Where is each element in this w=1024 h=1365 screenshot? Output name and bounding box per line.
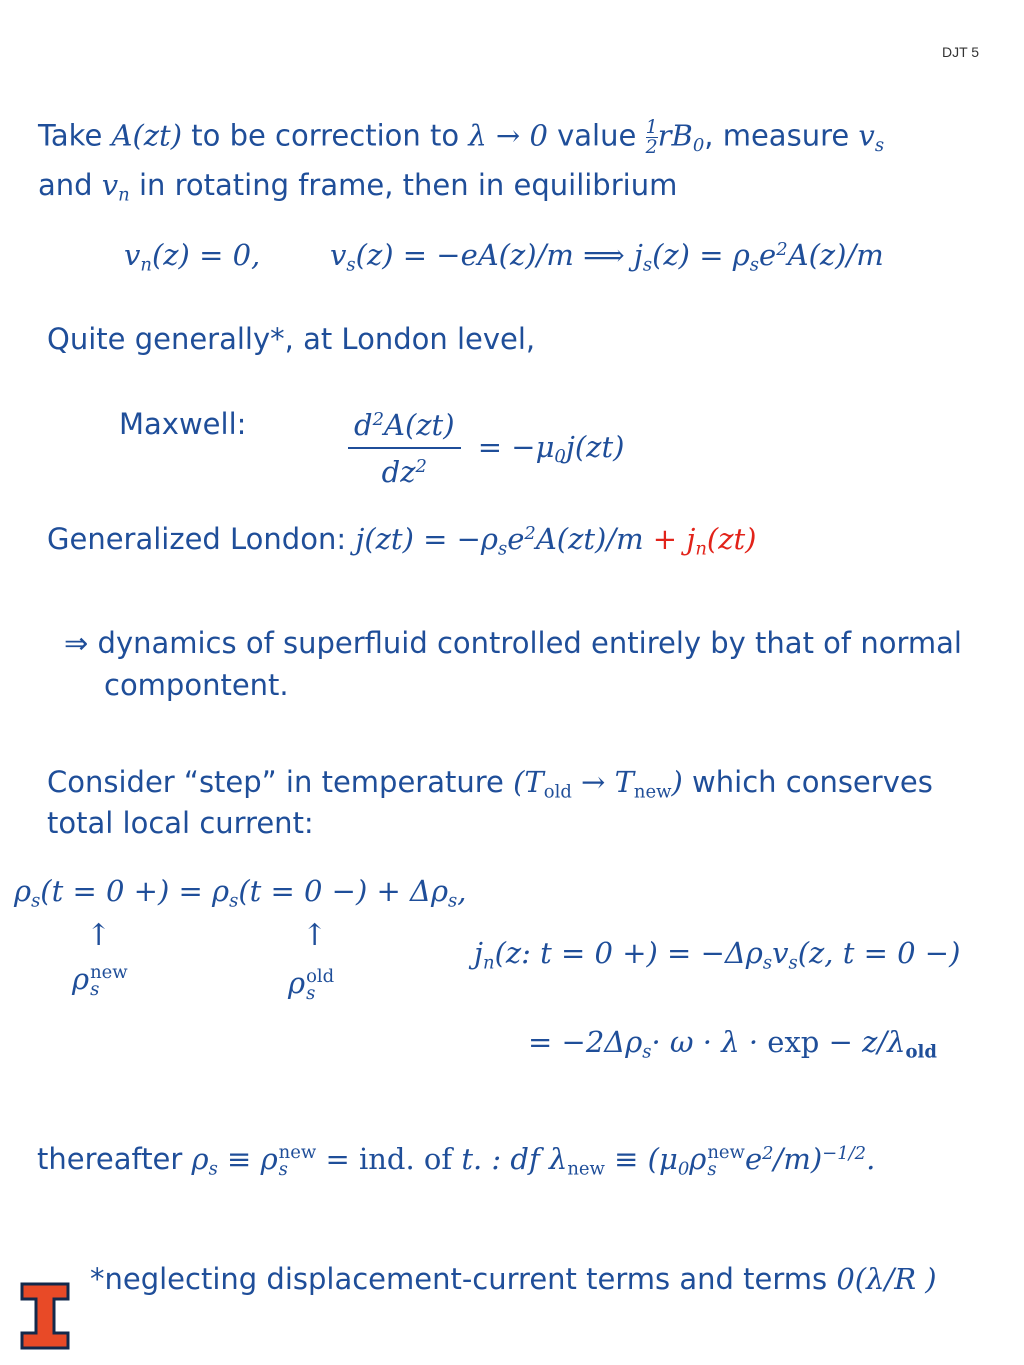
maxwell-rhs: = −μ <box>477 429 555 464</box>
logo-shape <box>22 1284 68 1348</box>
eq1-vn-rhs: (z) = 0, <box>151 238 261 272</box>
jn-eq-part1: (z: t = 0 +) = −Δρ <box>494 936 763 970</box>
illinois-block-i-icon <box>20 1282 70 1350</box>
thereafter-e-sup: 2 <box>762 1143 774 1165</box>
rho-eq-rho: ρ <box>14 874 32 908</box>
jn-eq-j: j <box>474 936 483 970</box>
half-denominator: 2 <box>645 136 658 158</box>
intro-take: Take <box>38 118 112 153</box>
london-e: e <box>507 522 525 556</box>
thereafter-e: e <box>744 1142 763 1176</box>
eq1-js-sub: s <box>642 254 653 276</box>
footnote-text: *neglecting displacement-current terms and terms <box>90 1262 837 1296</box>
intro-A-zt: A(zt) <box>111 118 183 153</box>
jn-eq-v: v <box>772 936 789 970</box>
rho-eq-sub-1: s <box>31 890 41 912</box>
eq1-vn-sub: n <box>140 254 152 276</box>
thereafter-m: /m) <box>773 1142 823 1176</box>
eq1-vs-sub: s <box>346 254 356 276</box>
step-text-b: which conserves <box>682 765 933 799</box>
rho-old-label <box>288 966 334 1002</box>
london-plus-jn: + j <box>643 522 696 556</box>
implies-icon: ⇒ <box>64 626 89 660</box>
dynamics-text-1: dynamics of superfluid controlled entirely by that of normal <box>97 626 962 660</box>
step-arrow-T: → T <box>571 765 634 799</box>
step-text-a: Consider “step” in temperature <box>47 765 514 799</box>
maxwell-num-sup: 2 <box>372 409 385 431</box>
rho-new-sup: new <box>90 961 128 983</box>
maxwell-label: Maxwell: <box>119 407 247 441</box>
thereafter-rho-new-scripts <box>278 1141 317 1180</box>
rho-eq-sub-2: s <box>229 890 239 912</box>
exp-eq-rho-sub: s <box>642 1041 652 1063</box>
thereafter-lambda: λ <box>548 1142 568 1176</box>
eq1-e-sup: 2 <box>776 239 788 261</box>
eq1-e: e <box>759 238 777 272</box>
maxwell-num-d: d <box>354 408 373 442</box>
maxwell-den-dz: dz <box>381 454 416 489</box>
jn-equation <box>474 936 961 974</box>
thereafter-ind: = ind. of <box>316 1142 462 1176</box>
london-lhs: j(zt) = −ρ <box>355 522 498 556</box>
intro-measure: , measure <box>704 118 859 153</box>
thereafter-power: −1/2 <box>822 1143 867 1165</box>
intro-lambda-limit: λ → 0 <box>468 118 548 153</box>
maxwell-num-rest: A(zt) <box>384 408 455 442</box>
rho-eq-sub-3: s <box>448 890 458 912</box>
maxwell-numerator <box>348 408 461 447</box>
rho-new-sub: s <box>90 979 100 1000</box>
jn-eq-v-sub: s <box>788 952 798 974</box>
thereafter-rho2-scripts <box>707 1141 745 1180</box>
equation-vs-js <box>330 238 884 276</box>
london-e-sup: 2 <box>524 523 536 545</box>
eq1-vs: v <box>330 238 347 272</box>
intro-rB: rB <box>657 118 693 153</box>
exp-eq-part3: − z/λ <box>819 1025 906 1059</box>
step-T-new-sub: new <box>633 781 672 803</box>
thereafter-equiv: ≡ ρ <box>217 1142 278 1176</box>
generally-text: Quite generally*, at London level, <box>47 322 536 356</box>
eq1-tail: A(z)/m <box>787 238 884 272</box>
london-normal-current <box>643 522 757 560</box>
intro-vn: v <box>101 168 119 202</box>
exp-eq-exp: exp <box>767 1025 820 1059</box>
thereafter-equiv2: ≡ (μ <box>604 1142 678 1176</box>
eq1-vs-rhs: (z) = −eA(z)/m ⟹ j <box>355 238 643 272</box>
eq1-vn: v <box>124 238 141 272</box>
thereafter-equation <box>37 1142 875 1178</box>
up-arrow-icon-new: ↑ <box>86 918 112 953</box>
rho-old-sup: old <box>306 965 335 987</box>
london-mid: A(zt)/m <box>535 522 644 556</box>
rho-eq-part3: , <box>457 874 467 908</box>
london-rho-sub: s <box>497 538 508 560</box>
thereafter-rho2: ρ <box>689 1142 707 1176</box>
exp-equation <box>528 1025 937 1063</box>
rho-new-rho: ρ <box>72 962 90 996</box>
london-equation <box>47 522 757 560</box>
exp-eq-part1: = −2Δρ <box>528 1025 643 1059</box>
maxwell-mu-sub: 0 <box>554 446 566 468</box>
step-line-2: total local current: <box>47 806 314 840</box>
exp-eq-lam-sub: old <box>905 1041 937 1063</box>
thereafter-mu-sub: 0 <box>677 1158 690 1180</box>
step-T-close: ) <box>671 765 683 799</box>
footnote-math: 0(λ/R ) <box>836 1262 937 1296</box>
step-T-open: (T <box>513 765 544 799</box>
london-jn-sub: n <box>695 538 707 560</box>
intro-line-2 <box>38 168 678 206</box>
rho-new-label <box>72 962 128 998</box>
rho-old-scripts <box>306 965 335 1004</box>
intro-line-1 <box>38 118 884 157</box>
jn-eq-part2: (z, t = 0 −) <box>797 936 961 970</box>
up-arrow-icon-old: ↑ <box>302 918 328 953</box>
maxwell-equation <box>348 408 624 490</box>
intro-and: and <box>38 168 102 202</box>
thereafter-rho-sub: s <box>208 1158 218 1180</box>
london-jn-tail: (zt) <box>706 522 757 556</box>
exp-eq-part2: · ω · λ · <box>651 1025 768 1059</box>
dynamics-line-1 <box>64 626 962 661</box>
rho-equation <box>14 874 467 912</box>
intro-rest: in rotating frame, then in equilibrium <box>129 168 678 202</box>
jn-eq-j-sub: n <box>483 952 495 974</box>
thereafter-df: . : df <box>473 1142 549 1176</box>
london-label: Generalized London: <box>47 522 356 556</box>
thereafter-label: thereafter <box>37 1142 192 1176</box>
maxwell-denominator <box>348 447 461 490</box>
footnote <box>90 1262 937 1297</box>
intro-vs: v <box>858 118 875 153</box>
maxwell-fraction <box>348 408 461 490</box>
thereafter-end: . <box>866 1142 876 1176</box>
intro-vn-sub: n <box>118 184 130 206</box>
maxwell-den-sup: 2 <box>415 455 427 477</box>
thereafter-t: t <box>461 1142 473 1176</box>
eq1-js-rhs: (z) = ρ <box>652 238 750 272</box>
step-line-1 <box>47 765 933 803</box>
thereafter-rho2-sub: s <box>707 1159 717 1180</box>
intro-rB-sub: 0 <box>692 134 705 156</box>
half-fraction <box>646 118 658 157</box>
rho-old-sub: s <box>306 983 316 1004</box>
step-T-old-sub: old <box>543 781 572 803</box>
rho-eq-part1: (t = 0 +) = ρ <box>40 874 230 908</box>
intro-tobe: to be correction to <box>182 118 469 153</box>
thereafter-lambda-sub: new <box>567 1158 605 1180</box>
jn-eq-rho-sub: s <box>762 952 773 974</box>
equation-vn <box>124 238 261 276</box>
thereafter-rho2-sup: new <box>707 1141 745 1163</box>
eq1-rho-sub: s <box>749 254 760 276</box>
maxwell-rhs-tail: j(zt) <box>565 429 625 464</box>
rho-old-rho: ρ <box>288 966 306 1000</box>
rho-new-scripts <box>90 961 128 1000</box>
thereafter-new-sub: s <box>278 1159 288 1180</box>
slide-number: DJT 5 <box>942 44 980 60</box>
thereafter-new-sup: new <box>278 1141 317 1163</box>
intro-value: value <box>547 118 646 153</box>
rho-eq-part2: (t = 0 −) + Δρ <box>238 874 449 908</box>
half-numerator: 1 <box>645 116 658 138</box>
dynamics-line-2: compontent. <box>104 668 289 702</box>
thereafter-rho: ρ <box>191 1142 209 1176</box>
intro-vs-sub: s <box>874 134 885 156</box>
